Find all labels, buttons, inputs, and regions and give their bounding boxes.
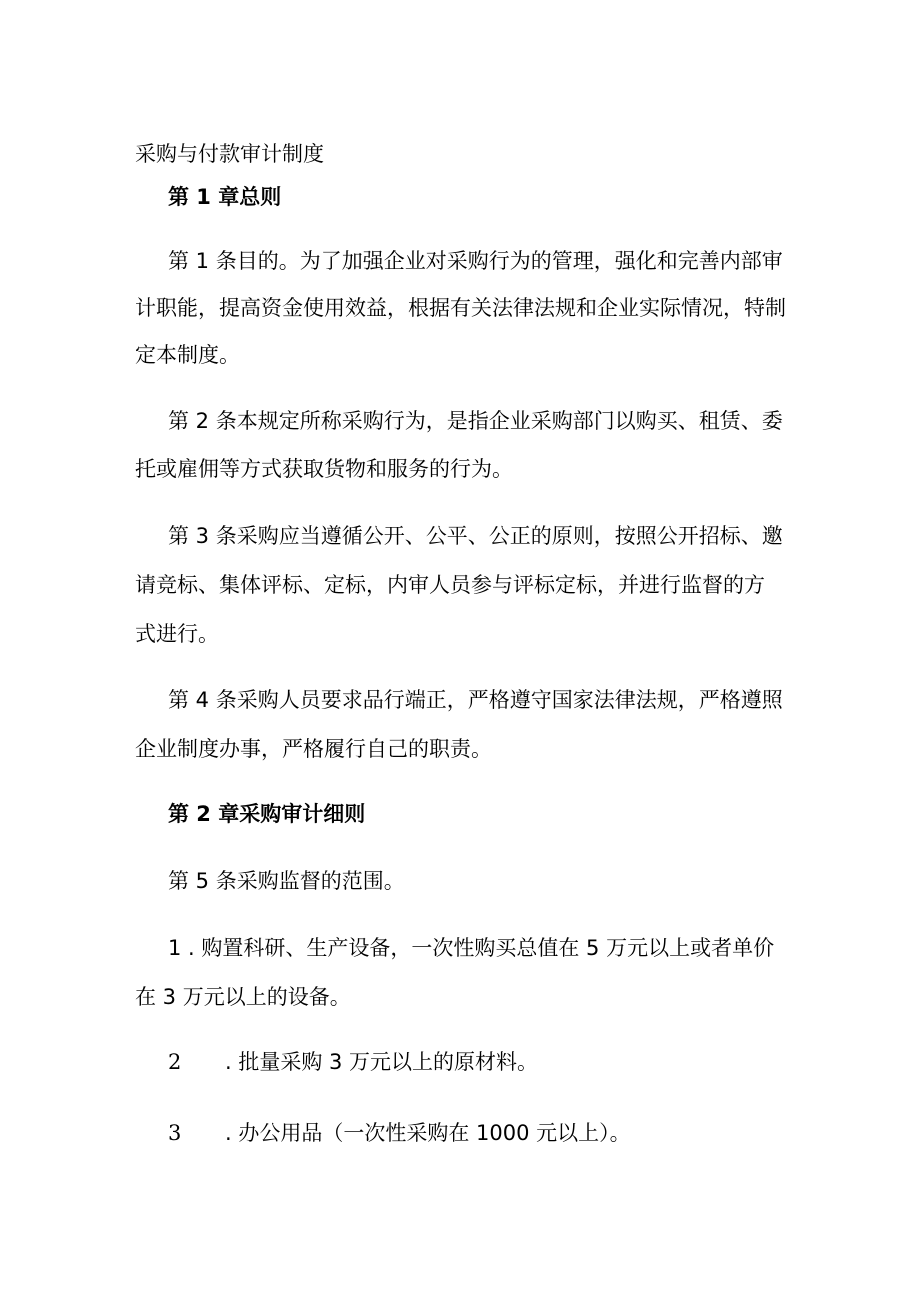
item-1-line-1: 1 . 购置科研、生产设备，一次性购买总值在 5 万元以上或者单价	[168, 936, 775, 960]
article-4-line-2: 企业制度办事，严格履行自己的职责。	[135, 737, 492, 761]
article-1-line-2: 计职能，提高资金使用效益，根据有关法律法规和企业实际情况，特制	[135, 296, 786, 320]
article-3-line-2: 请竞标、集体评标、定标，内审人员参与评标定标，并进行监督的方	[135, 573, 765, 597]
item-3-number: 3	[168, 1121, 182, 1145]
article-1-line-1: 第 1 条目的。为了加强企业对采购行为的管理，强化和完善内部审	[168, 249, 783, 273]
item-1-line-2: 在 3 万元以上的设备。	[135, 985, 351, 1009]
article-2-line-2: 托或雇佣等方式获取货物和服务的行为。	[135, 457, 513, 481]
chapter-1-heading: 第 1 章总则	[168, 185, 282, 209]
item-2-number: 2	[168, 1050, 182, 1074]
article-2-line-1: 第 2 条本规定所称采购行为，是指企业采购部门以购买、租赁、委	[168, 409, 783, 433]
chapter-2-heading: 第 2 章采购审计细则	[168, 802, 366, 826]
item-2-text: . 批量采购 3 万元以上的原材料。	[225, 1050, 539, 1074]
document-title: 采购与付款审计制度	[135, 142, 324, 166]
article-3-line-3: 式进行。	[135, 622, 219, 646]
item-3-text: . 办公用品（一次性采购在 1000 元以上）。	[225, 1121, 631, 1145]
article-5: 第 5 条采购监督的范围。	[168, 869, 405, 893]
article-4-line-1: 第 4 条采购人员要求品行端正，严格遵守国家法律法规，严格遵照	[168, 688, 783, 712]
article-3-line-1: 第 3 条采购应当遵循公开、公平、公正的原则，按照公开招标、邀	[168, 524, 783, 548]
article-1-line-3: 定本制度。	[135, 343, 240, 367]
